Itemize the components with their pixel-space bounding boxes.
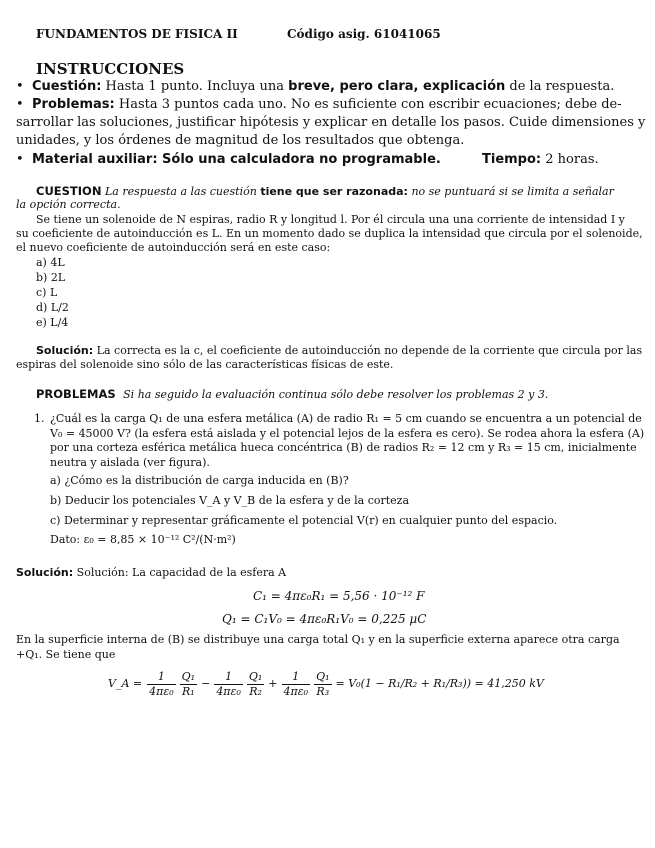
equation-rhs: = V₀(1 − R₁/R₂ + R₁/R₃)) = 41,250 kV [335, 677, 544, 691]
equation-charge: Q₁ = C₁V₀ = 4πε₀R₁V₀ = 0,225 μC [222, 612, 427, 626]
course-code: Código asig. 61041065 [287, 27, 441, 41]
fraction: $\frac{\text{Q₁}}{\text{R₃}}$ [316, 670, 330, 698]
solution-para-line1: En la superficie interna de (B) se distribuye una carga total Q₁ y en la superficie externa aparece otra carga [16, 633, 620, 646]
course-title: FUNDAMENTOS DE FISICA II [36, 27, 238, 41]
cuestion-body-line2: su coeficiente de autoinducción es L. En un momento dado se duplica la intensidad que circula por el solenoide, [16, 227, 643, 240]
fraction: $\frac{\text{Q₁}}{\text{R₂}}$ [248, 670, 263, 698]
cuestion-solution-line2: espiras del solenoide sino sólo de las características físicas de este. [16, 358, 394, 371]
problem-1-line3: por una corteza esférica metálica hueca concéntrica (B) de radios R₂ = 12 cm y R₃ = 15 cm, inicialmente [50, 441, 637, 454]
fraction: $\frac{1}{\text{4πε₀}}$ [283, 670, 309, 698]
fraction: $\frac{1}{\text{4πε₀}}$ [216, 670, 241, 698]
bullet-icon: • [16, 97, 24, 112]
equation-potential: V_A = $\frac{1}{\text{4πε₀}}$ $\frac{\text{Q₁}}{\text{R₁}}$ − $\frac{1}{\text{4πε₀}}$ $\frac{\text{Q₁}}{\text{R₂}}$ + $\frac{1}{\text{4πε₀}}$ $\frac{\text{Q₁}}{\text{R₃}}$ = V₀(1 − R₁/R₂ + R₁/R₃)) = 41,250 kV [108, 670, 544, 698]
problem-1-part-c: c) Determinar y representar gráficamente el potencial V(r) en cualquier punto del espacio. [50, 514, 558, 527]
bullet-icon: • [16, 152, 24, 167]
cuestion-option-b: b) 2L [36, 271, 66, 284]
instruction-material: • Material auxiliar: Sólo una calculadora no programable. [16, 152, 441, 167]
cuestion-note-line2: la opción correcta. [16, 198, 121, 211]
cuestion-option-d: d) L/2 [36, 301, 69, 314]
cuestion-option-c: c) L [36, 286, 58, 299]
problem-1-line4: neutra y aislada (ver figura). [50, 456, 210, 469]
problem-1-part-b: b) Deducir los potenciales V_A y V_B de la esfera y de la corteza [50, 494, 410, 507]
problem-1-dato: Dato: ε₀ = 8,85 × 10⁻¹² C²/(N·m²) [50, 533, 236, 546]
problemas-heading: PROBLEMAS [36, 387, 116, 401]
cuestion-option-e: e) L/4 [36, 316, 69, 329]
instruction-problemas-line3: unidades, y los órdenes de magnitud de los resultados que obtenga. [16, 133, 465, 148]
cuestion-heading-line: CUESTION La respuesta a las cuestión tiene que ser razonada: no se puntuará si se limita a señalar [36, 184, 614, 198]
solution-para-line2: +Q₁. Se tiene que [16, 648, 116, 661]
cuestion-solution-line1: Solución: La correcta es la c, el coeficiente de autoinducción no depende de la corriente que circula por las [36, 344, 643, 357]
cuestion-option-a: a) 4L [36, 256, 65, 269]
fraction: $\frac{1}{\text{4πε₀}}$ [149, 670, 174, 698]
instruction-cuestion: • Cuestión: Hasta 1 punto. Incluya una breve, pero clara, explicación de la respuesta. [16, 79, 615, 94]
cuestion-body-line3: el nuevo coeficiente de autoinducción será en este caso: [16, 241, 331, 254]
problem-1-part-a: a) ¿Cómo es la distribución de carga inducida en (B)? [50, 474, 349, 487]
instruction-problemas: • Problemas: Hasta 3 puntos cada uno. No es suficiente con escribir ecuaciones; debe de- [16, 97, 622, 112]
equation-lhs: V_A = [108, 677, 143, 691]
problem-1-line2: V₀ = 45000 V? (la esfera está aislada y el potencial lejos de la esfera es cero). Se rodea ahora la esfera (A) [50, 427, 645, 440]
instruction-problemas-line2: sarrollar las soluciones, justificar hipótesis y explicar en detalle los pasos. Cuide dimensiones y [16, 115, 646, 130]
solution-intro: Solución: Solución: La capacidad de la esfera A [16, 566, 287, 579]
bullet-icon: • [16, 79, 24, 94]
fraction: $\frac{\text{Q₁}}{\text{R₁}}$ [181, 670, 196, 698]
instructions-title: INSTRUCCIONES [36, 60, 185, 78]
cuestion-body-line1: Se tiene un solenoide de N espiras, radio R y longitud l. Por él circula una una corriente de intensidad I y [36, 213, 625, 226]
problem-1-number: 1. [34, 412, 45, 425]
cuestion-heading: CUESTION [36, 184, 102, 198]
problemas-heading-line: PROBLEMAS Si ha seguido la evaluación continua sólo debe resolver los problemas 2 y 3. [36, 387, 549, 401]
equation-capacitance: C₁ = 4πε₀R₁ = 5,56 · 10⁻¹² F [253, 589, 425, 603]
problem-1-line1: ¿Cuál es la carga Q₁ de una esfera metálica (A) de radio R₁ = 5 cm cuando se encuentra a un potencial de [50, 412, 642, 425]
instruction-tiempo: Tiempo: 2 horas. [482, 152, 599, 167]
